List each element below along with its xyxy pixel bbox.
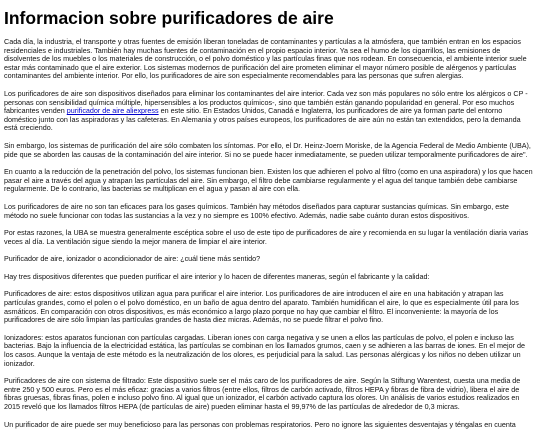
paragraph-symptoms: Sin embargo, los sistemas de purificación del aire sólo combaten los síntomas. Por ello, el Dr. Heinz-Joern Moriske, de la Agencia Federal de Medio Ambiente (UBA), pide que se aborden las causas de la contaminación del aire interior. Si no se puede hacer inmediatamente, se pueden utilizar temporalmente purificadores de aire". <box>4 140 531 159</box>
paragraph-dust: En cuanto a la reducción de la penetración del polvo, los sistemas funcionan bien. Existen los que adhieren el polvo al filtro (como en una aspiradora) y los que hacen pasar el aire a través del agua y atrapan las partículas del aire. Sin embargo, el filtro debe cambiarse regularmente y el agua del tanque también debe cambiarse regularmente. De lo contrario, las bacterias se multiplican en el agua y pasan al aire con ella. <box>4 167 533 194</box>
paragraph-gases: Los purificadores de aire no son tan eficaces para los gases químicos. También hay métodos diseñados para capturar sustancias químicas. Sin embargo, este método no suele funcionar con todas las sustancias a la vez y no siempre es 100% efectivo. Además, nadie sabe cuánto duran estos dispositivos. <box>4 201 509 220</box>
paragraph-benefits: Un purificador de aire puede ser muy beneficioso para las personas con problemas respiratorios. Pero no ignore las siguientes desventajas y téngalas en cuenta <box>4 419 516 429</box>
page-title: Informacion sobre purificadores de aire <box>4 8 334 28</box>
aliexpress-link[interactable]: purificador de aire aliexpress <box>66 106 159 116</box>
article <box>4 0 534 438</box>
paragraph-question: Purificador de aire, ionizador o acondicionador de aire: ¿cuál tiene más sentido? <box>4 254 261 264</box>
paragraph-devices-text-2: en este sitio. En Estados Unidos, Canadá e Inglaterra, los purificadores de aire ya forman parte del entorno doméstico junto con las aspiradoras y las cafeteras. En Alemania y otros países europeos, los purificadores de aire aún no están tan extendidos, pero la demanda está creciendo. <box>4 106 521 133</box>
paragraph-devices-text-1: Los purificadores de aire son dispositivos diseñados para eliminar los contaminantes del aire interior. Cada vez son más populares no sólo entre los alérgicos o CP -personas con sensibilidad química múltiple, hipersensibles a los productos químicos-, sino que también están ganando popularidad en general. Por eso muchos fabricantes venden <box>4 88 528 116</box>
paragraph-ionizers: Ionizadores: estos aparatos funcionan con partículas cargadas. Liberan iones con carga negativa y se unen a ellos las partículas de polvo, el polen e incluso las bacterias. Bajo la influencia de la electricidad estática, las partículas se combinan en los llamados grumos, caen y se adhieren a las barras de iones. En el mejor de los casos. Aunque la ventaja de este método es la neutralización de los olores, es perjudicial para la salud. Las personas alérgicas y los niños no deben utilizar un ionizador. <box>4 332 525 368</box>
paragraph-purifiers: Purificadores de aire: estos dispositivos utilizan agua para purificar el aire interior. Los purificadores de aire introducen el aire en una habitación y atrapan las partículas grandes, como el polen o el polvo doméstico, en un baño de agua dentro del aparato. También humidifican el aire, lo que es especialmente útil para los asmáticos. En comparación con otros dispositivos, es más económico a largo plazo porque no hay que cambiar el filtro. El inconveniente: la mayoría de los purificadores de aire sólo limpian las partículas grandes de hasta diez micras. Además, no se puede filtrar el polvo fino. <box>4 289 519 325</box>
paragraph-three-devices: Hay tres dispositivos diferentes que pueden purificar el aire interior y lo hacen de diferentes maneras, según el fabricante y la calidad: <box>4 271 430 281</box>
paragraph-uba: Por estas razones, la UBA se muestra generalmente escéptica sobre el uso de este tipo de purificadores de aire y recomienda en su lugar la ventilación diaria varias veces al día. La ventilación sigue siendo la mejor manera de limpiar el aire interior. <box>4 228 529 246</box>
paragraph-intro: Cada día, la industria, el transporte y otras fuentes de emisión liberan toneladas de contaminantes y partículas a la atmósfera, que también entran en los espacios residenciales e industriales. También hay muchas fuentes de contaminación en el propio espacio interior. Ya sea el humo de los cigarrillos, las emisiones de disolventes de los muebles o los materiales de construcción, o el polvo doméstico y las partículas finas que nos rodean. En consecuencia, el ambiente interior suele estar más contaminado que el aire exterior. Los sistemas modernos de purificación del aire prometen eliminar el mayor número posible de alérgenos y partículas contaminantes del ambiente interior. Por ello, los purificadores de aire son especialmente recomendables para las personas que sufren alergias. <box>4 37 527 81</box>
article-body <box>4 38 534 429</box>
paragraph-devices <box>4 90 534 133</box>
paragraph-filters: Purificadores de aire con sistema de filtrado: Este dispositivo suele ser el más caro de los purificadores de aire. Según la Stiftung Warentest, cuesta una media de entre 250 y 500 euros. Pero es el más eficaz: gracias a varios filtros (entre ellos, filtros de carbón activado, filtros HEPA y fibras de fibra de vidrio), libera el aire de fibras gruesas, fibras finas, polen e incluso polvo fino. Al igual que un ionizador, el carbón activado captura los olores. Un análisis de varios estudios realizados en 2015 reveló que los llamados filtros HEPA (de partículas de aire) pueden eliminar hasta el 99,97% de las partículas de alrededor de 0,3 micras. <box>4 376 521 411</box>
